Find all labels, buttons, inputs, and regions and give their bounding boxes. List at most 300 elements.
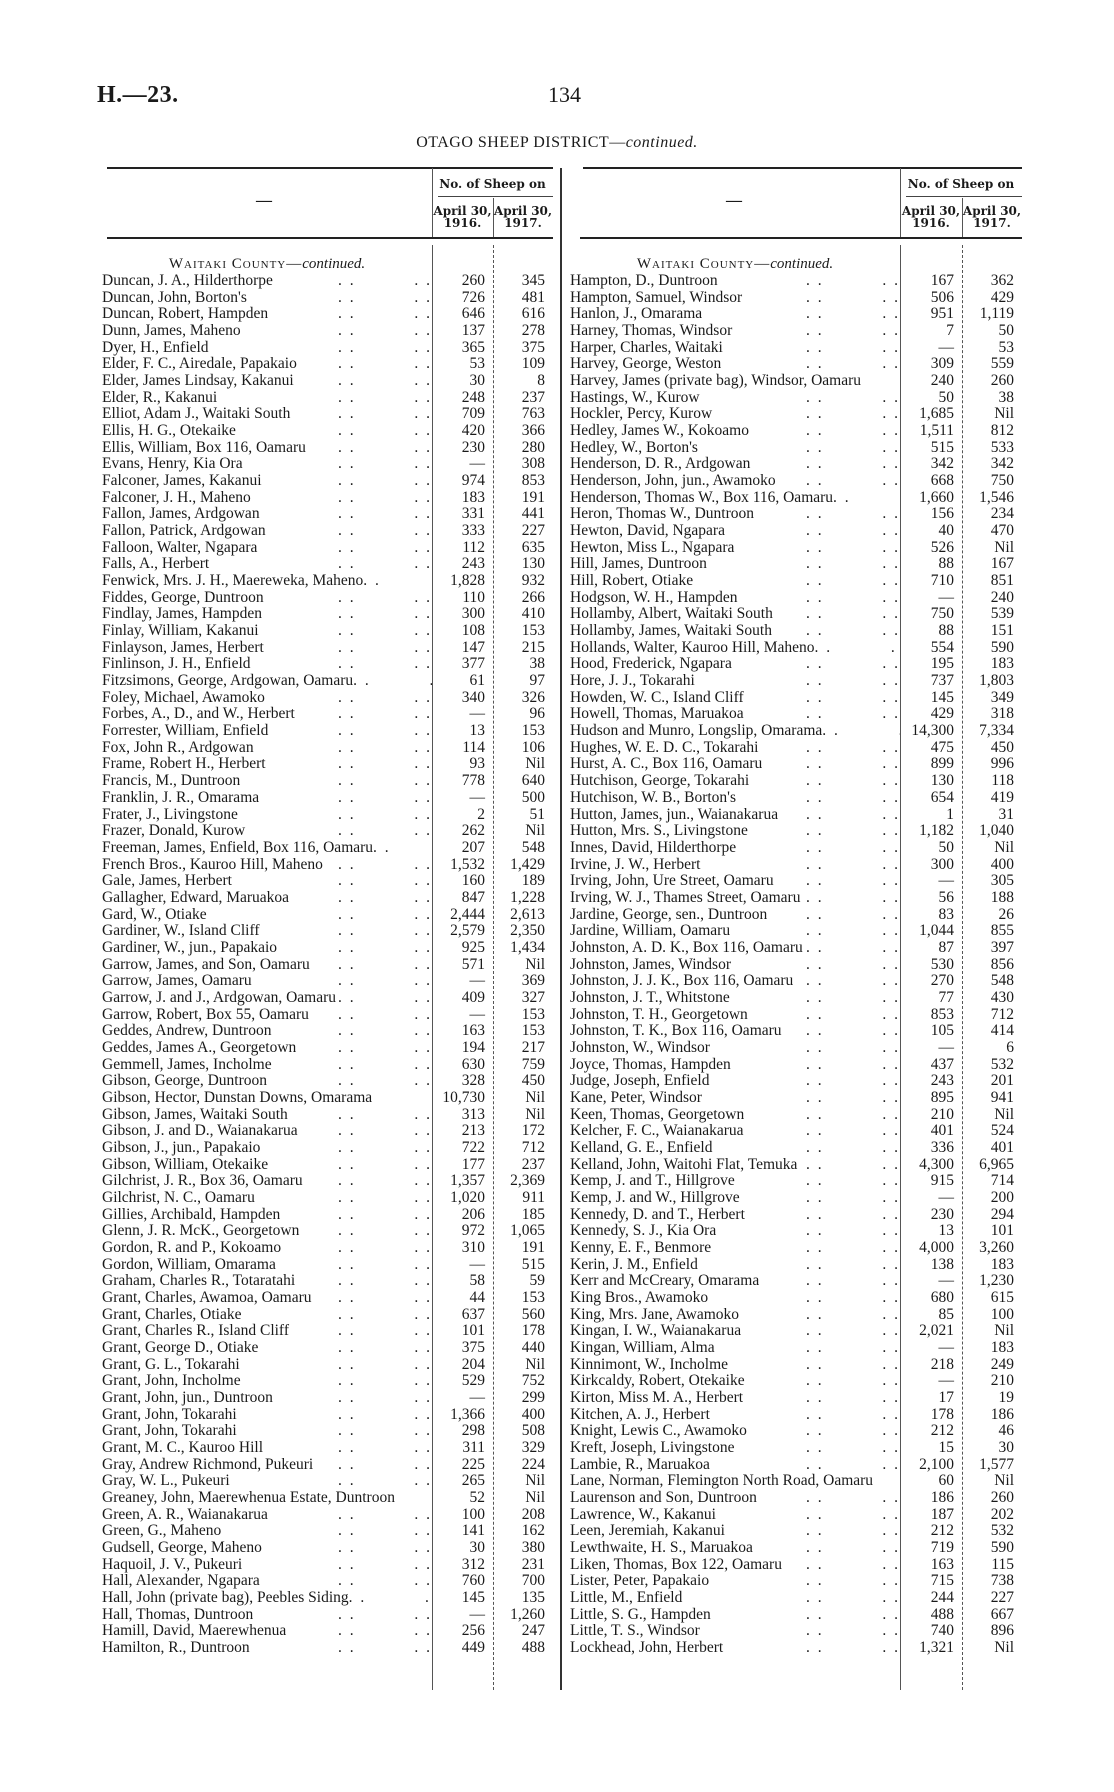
owner-name: Grant, John, Tokarahi <box>102 1406 237 1423</box>
left-top-rule <box>107 167 553 169</box>
table-row <box>102 423 553 440</box>
sheep-1916: 93 <box>469 755 485 773</box>
owner-cell <box>570 1273 900 1290</box>
table-row <box>102 573 553 590</box>
owner-cell <box>570 1090 900 1107</box>
owner-name: Gillies, Archibald, Hampden <box>102 1206 281 1223</box>
table-row <box>102 1123 553 1140</box>
dot-leader <box>793 973 900 990</box>
owner-cell <box>102 573 432 590</box>
owner-name: Gibson, James, Waitaki South <box>102 1106 288 1123</box>
owner-cell <box>570 1190 900 1207</box>
sheep-1916: 101 <box>461 1322 485 1340</box>
sheep-1917: 2,369 <box>510 1172 545 1190</box>
dot-leader <box>236 423 432 440</box>
dot-leader <box>295 706 432 723</box>
owner-name: French Bros., Kauroo Hill, Maheno <box>102 856 323 873</box>
owner-cell <box>102 673 432 690</box>
sheep-1917: 224 <box>521 1455 545 1473</box>
col-1916-line2: 1916. <box>443 216 482 230</box>
owner-cell <box>570 1457 900 1474</box>
table-row <box>102 756 553 773</box>
table-row <box>102 1473 553 1490</box>
owner-name: Hood, Frederick, Ngapara <box>570 656 732 673</box>
owner-cell <box>570 1440 900 1457</box>
owner-cell <box>102 1040 432 1057</box>
dot-leader <box>757 1490 900 1507</box>
owner-cell <box>570 840 900 857</box>
dot-leader <box>263 1440 432 1457</box>
sheep-1917: 227 <box>990 1589 1014 1607</box>
sheep-1917: 532 <box>990 1522 1014 1540</box>
owner-name: Green, G., Maheno <box>102 1523 222 1540</box>
owner-name: King Bros., Awamoko <box>570 1289 709 1306</box>
owner-cell <box>570 1173 900 1190</box>
sheep-1916: 726 <box>461 288 485 306</box>
sheep-1916: — <box>938 1272 954 1290</box>
sheep-1916: 7 <box>946 322 954 340</box>
owner-cell <box>570 306 900 323</box>
dot-leader <box>744 1123 901 1140</box>
owner-name: Findlay, James, Hampden <box>102 606 262 623</box>
owner-cell <box>570 706 900 723</box>
sheep-1916: 240 <box>930 372 954 390</box>
dot-leader <box>767 907 900 924</box>
table-row <box>570 706 1022 723</box>
table-row <box>102 1357 553 1374</box>
sheep-1916: 530 <box>930 955 954 973</box>
owner-cell <box>570 323 900 340</box>
table-row <box>102 740 553 757</box>
dot-leader <box>737 590 900 607</box>
dot-leader <box>748 1007 900 1024</box>
owner-cell <box>102 356 432 373</box>
owner-name: Garrow, Robert, Box 55, Oamaru <box>102 1006 309 1023</box>
table-row <box>570 623 1022 640</box>
sheep-1917: 342 <box>990 455 1014 473</box>
sheep-1916: 138 <box>930 1255 954 1273</box>
owner-name: Graham, Charles R., Totaratahi <box>102 1273 296 1290</box>
sheep-1916: 1,321 <box>919 1639 954 1657</box>
sheep-1916: 187 <box>930 1505 954 1523</box>
owner-name: Hurst, A. C., Box 116, Oamaru <box>570 756 763 773</box>
sheep-1917: 1,228 <box>510 888 545 906</box>
table-row <box>102 1523 553 1540</box>
sheep-1916: 40 <box>938 522 954 540</box>
sheep-1917: 410 <box>521 605 545 623</box>
owner-name: Harper, Charles, Waitaki <box>570 339 723 356</box>
right-col-1916-header <box>900 205 962 229</box>
owner-cell <box>570 1123 900 1140</box>
sheep-1917: 215 <box>521 638 545 656</box>
sheep-1917: 500 <box>521 788 545 806</box>
dot-leader <box>734 540 900 557</box>
right-name-column-header: — <box>726 192 742 209</box>
sheep-1917: Nil <box>525 755 545 773</box>
dot-leader <box>736 840 900 857</box>
sheep-1917: 508 <box>521 1422 545 1440</box>
sheep-1917: 397 <box>990 938 1014 956</box>
dot-leader <box>800 890 900 907</box>
owner-name: Fitzsimons, George, Ardgowan, Oamaru <box>102 673 354 690</box>
dot-leader <box>259 623 432 640</box>
sheep-1916: 972 <box>461 1222 485 1240</box>
owner-name: Johnston, T. H., Georgetown <box>570 1006 748 1023</box>
dot-leader <box>251 490 432 507</box>
owner-name: Elder, R., Kakanui <box>102 389 218 406</box>
title-main: OTAGO SHEEP DISTRICT— <box>416 134 626 151</box>
dot-leader <box>778 807 900 824</box>
owner-cell <box>570 1290 900 1307</box>
owner-cell <box>102 390 432 407</box>
owner-cell <box>102 1090 432 1107</box>
owner-name: Howell, Thomas, Maruakoa <box>570 706 744 723</box>
table-row <box>570 1007 1022 1024</box>
dot-leader <box>732 656 900 673</box>
sheep-1917: 560 <box>521 1305 545 1323</box>
sheep-1916: 310 <box>461 1238 485 1256</box>
dot-leader <box>268 306 432 323</box>
sheep-1916: — <box>469 1389 485 1407</box>
table-row <box>102 973 553 990</box>
owner-cell <box>102 1373 432 1390</box>
owner-name: Kirkcaldy, Robert, Otekaike <box>570 1373 745 1390</box>
table-row <box>570 907 1022 924</box>
dot-leader <box>280 1207 432 1224</box>
sheep-1917: 191 <box>521 1238 545 1256</box>
owner-cell <box>570 1640 900 1657</box>
table-row <box>102 673 553 690</box>
sheep-1916: — <box>938 1372 954 1390</box>
sheep-1916: 213 <box>461 1122 485 1140</box>
owner-name: Dunn, James, Maheno <box>102 323 241 340</box>
page-number: 134 <box>548 82 581 107</box>
owner-name: Kane, Peter, Windsor <box>570 1089 702 1106</box>
owner-cell <box>570 890 900 907</box>
sheep-1916: 77 <box>938 988 954 1006</box>
table-row <box>102 1090 553 1107</box>
sheep-1916: 328 <box>461 1072 485 1090</box>
sheep-1916: — <box>469 972 485 990</box>
owner-name: Grant, George D., Otiake <box>102 1340 259 1356</box>
owner-cell <box>570 1557 900 1574</box>
sheep-1917: 1,546 <box>979 488 1014 506</box>
sheep-1916: 44 <box>469 1288 485 1306</box>
sheep-1916: 1,366 <box>450 1405 485 1423</box>
sheep-1917: 752 <box>521 1372 545 1390</box>
owner-name: Haquoil, J. V., Pukeuri <box>102 1556 243 1573</box>
left-sheep-table <box>102 273 553 1657</box>
sheep-1916: 2,444 <box>450 905 485 923</box>
sheep-1917: 1,230 <box>979 1272 1014 1290</box>
dot-leader <box>262 606 432 623</box>
sheep-1916: 53 <box>469 355 485 373</box>
dot-leader <box>237 1407 432 1424</box>
sheep-1916: 15 <box>938 1439 954 1457</box>
owner-cell <box>570 773 900 790</box>
sheep-1917: 532 <box>990 1055 1014 1073</box>
sheep-1916: — <box>938 872 954 890</box>
table-row <box>570 1107 1022 1124</box>
owner-cell <box>102 556 432 573</box>
sheep-1917: 106 <box>521 738 545 756</box>
owner-name: Hore, J. J., Tokarahi <box>570 673 695 690</box>
owner-name: Gordon, William, Omarama <box>102 1256 276 1273</box>
table-row <box>102 1290 553 1307</box>
owner-name: Irving, John, Ure Street, Oamaru <box>570 873 774 890</box>
owner-cell <box>570 1107 900 1124</box>
owner-cell <box>570 456 900 473</box>
owner-cell <box>102 1457 432 1474</box>
owner-cell <box>570 1323 900 1340</box>
sheep-1917: 932 <box>521 572 545 590</box>
dot-leader <box>745 1373 900 1390</box>
owner-cell <box>570 540 900 557</box>
sheep-1917: 419 <box>990 788 1014 806</box>
dot-leader <box>281 1240 432 1257</box>
sheep-1916: 141 <box>461 1522 485 1540</box>
owner-cell <box>102 1390 432 1407</box>
table-row <box>102 440 553 457</box>
owner-cell <box>102 823 432 840</box>
table-row <box>102 1173 553 1190</box>
sheep-1917: 6 <box>1006 1038 1014 1056</box>
owner-name: Ellis, William, Box 116, Oamaru <box>102 439 306 456</box>
table-row <box>102 1390 553 1407</box>
table-row <box>570 990 1022 1007</box>
table-row <box>570 1407 1022 1424</box>
owner-name: Grant, Charles, Otiake <box>102 1306 242 1323</box>
owner-name: Irvine, J. W., Herbert <box>570 856 701 873</box>
left-col-1916-header <box>432 205 493 229</box>
sheep-1917: 441 <box>521 505 545 523</box>
table-row <box>570 1457 1022 1474</box>
sheep-1917: 712 <box>990 1005 1014 1023</box>
sheep-1916: 300 <box>930 855 954 873</box>
sheep-1917: 38 <box>998 388 1014 406</box>
owner-cell <box>570 1407 900 1424</box>
owner-name: Fiddes, George, Duntroon <box>102 589 264 606</box>
table-row <box>102 1040 553 1057</box>
owner-name: Hewton, Miss L., Ngapara <box>570 539 735 556</box>
sheep-1917: 429 <box>990 288 1014 306</box>
sheep-1916: 130 <box>930 772 954 790</box>
table-row <box>102 923 553 940</box>
owner-name: Falconer, James, Kakanui <box>102 473 262 490</box>
sheep-1917: 3,260 <box>979 1238 1014 1256</box>
owner-cell <box>570 1423 900 1440</box>
sheep-1917: Nil <box>994 1105 1014 1123</box>
sheep-1917: 635 <box>521 538 545 556</box>
table-row <box>570 1373 1022 1390</box>
sheep-1916: 342 <box>930 455 954 473</box>
table-row <box>102 556 553 573</box>
dot-leader <box>710 1040 900 1057</box>
table-row <box>102 1507 553 1524</box>
owner-name: Gallagher, Edward, Maruakoa <box>102 889 290 906</box>
sheep-1916: 488 <box>930 1605 954 1623</box>
owner-name: Frater, J., Livingstone <box>102 806 238 823</box>
owner-name: Lane, Norman, Flemington North Road, Oamaru <box>570 1473 874 1490</box>
owner-cell <box>102 1490 432 1507</box>
owner-name: Liken, Thomas, Box 122, Oamaru <box>570 1556 782 1573</box>
sheep-1916: 61 <box>469 672 485 690</box>
sheep-1917: 318 <box>990 705 1014 723</box>
table-row <box>102 1323 553 1340</box>
owner-name: Harney, Thomas, Windsor <box>570 323 733 340</box>
owner-name: Elder, James Lindsay, Kakanui <box>102 373 294 390</box>
table-row <box>102 1273 553 1290</box>
dot-leader <box>312 1290 433 1307</box>
sheep-1917: Nil <box>525 1472 545 1490</box>
owner-cell <box>102 1440 432 1457</box>
sheep-1916: 177 <box>461 1155 485 1173</box>
left-group-header: No. of Sheep on <box>439 177 546 191</box>
table-row <box>570 306 1022 323</box>
table-row <box>102 873 553 890</box>
owner-cell <box>570 740 900 757</box>
owner-name: Gibson, George, Duntroon <box>102 1073 268 1090</box>
owner-cell <box>102 373 432 390</box>
owner-name: Lambie, R., Maruakoa <box>570 1456 710 1473</box>
owner-cell <box>570 1140 900 1157</box>
sheep-1917: 51 <box>529 805 545 823</box>
owner-name: Duncan, J. A., Hilderthorpe <box>102 273 273 289</box>
owner-name: Duncan, John, Borton's <box>102 289 247 306</box>
table-row <box>570 1623 1022 1640</box>
sheep-1917: Nil <box>994 1472 1014 1490</box>
table-row <box>570 1207 1022 1224</box>
sheep-1917: 185 <box>521 1205 545 1223</box>
sheep-1917: 227 <box>521 522 545 540</box>
table-row <box>102 1107 553 1124</box>
dot-leader <box>306 440 432 457</box>
sheep-1917: 1,260 <box>510 1605 545 1623</box>
owner-name: Grant, John, Incholme <box>102 1373 241 1390</box>
sheep-1917: Nil <box>994 405 1014 423</box>
owner-name: Geddes, James A., Georgetown <box>102 1039 297 1056</box>
table-row <box>570 973 1022 990</box>
table-row <box>102 1540 553 1557</box>
dot-leader <box>250 1640 432 1657</box>
col-1916-line1: April 30, <box>901 204 961 218</box>
sheep-1917: 2,613 <box>510 905 545 923</box>
dot-leader <box>739 1307 900 1324</box>
dot-leader <box>209 340 432 357</box>
sheep-1916: 230 <box>930 1205 954 1223</box>
owner-name: Falloon, Walter, Ngapara <box>102 539 258 556</box>
sheep-1917: 191 <box>521 488 545 506</box>
owner-name: Grant, John, jun., Duntroon <box>102 1390 273 1407</box>
owner-cell <box>102 606 432 623</box>
owner-name: Gemmell, James, Incholme <box>102 1056 272 1073</box>
sheep-1917: 100 <box>990 1305 1014 1323</box>
owner-cell <box>570 506 900 523</box>
sheep-1916: 52 <box>469 1489 485 1507</box>
sheep-1916: 336 <box>930 1138 954 1156</box>
table-row <box>570 1423 1022 1440</box>
owner-cell <box>102 1507 432 1524</box>
sheep-1916: 1,660 <box>919 488 954 506</box>
owner-cell <box>570 573 900 590</box>
table-row <box>570 723 1022 740</box>
page-title <box>0 134 1114 152</box>
owner-cell <box>102 440 432 457</box>
sheep-1917: 548 <box>990 972 1014 990</box>
sheep-1916: 309 <box>930 355 954 373</box>
owner-cell <box>102 1340 432 1357</box>
sheep-1916: 87 <box>938 938 954 956</box>
dot-leader <box>243 456 432 473</box>
dot-leader <box>241 1373 432 1390</box>
sheep-1917: Nil <box>525 1489 545 1507</box>
owner-cell <box>570 1307 900 1324</box>
table-row <box>102 1140 553 1157</box>
dot-leader <box>252 973 432 990</box>
sheep-1916: — <box>938 338 954 356</box>
owner-cell <box>570 940 900 957</box>
table-row <box>570 1040 1022 1057</box>
sheep-1917: 380 <box>521 1539 545 1557</box>
owner-name: Grant, John, Tokarahi <box>102 1423 237 1440</box>
table-row <box>102 540 553 557</box>
sheep-1917: 260 <box>990 372 1014 390</box>
owner-cell <box>570 923 900 940</box>
sheep-1917: 97 <box>529 672 545 690</box>
table-row <box>570 756 1022 773</box>
owner-cell <box>570 273 900 290</box>
sheep-1917: 38 <box>529 655 545 673</box>
right-group-rule <box>906 196 1022 197</box>
dot-leader <box>260 923 432 940</box>
owner-name: Johnston, T. K., Box 116, Oamaru <box>570 1023 782 1040</box>
dot-leader <box>731 1057 900 1074</box>
dot-leader <box>773 606 900 623</box>
owner-name: Hockler, Percy, Kurow <box>570 406 713 423</box>
sheep-1916: 449 <box>461 1639 485 1657</box>
sheep-1917: 400 <box>521 1405 545 1423</box>
owner-cell <box>570 1523 900 1540</box>
sheep-1917: Nil <box>525 822 545 840</box>
table-row <box>570 340 1022 357</box>
col-1916-line1: April 30, <box>433 204 492 218</box>
sheep-1917: 855 <box>990 922 1014 940</box>
dot-leader <box>718 273 900 290</box>
owner-name: Harvey, James (private bag), Windsor, Oamaru <box>570 373 862 390</box>
dot-leader <box>736 790 900 807</box>
owner-name: Judge, Joseph, Enfield <box>570 1073 710 1090</box>
dot-leader <box>782 1557 900 1574</box>
owner-cell <box>570 1540 900 1557</box>
sheep-1916: 204 <box>461 1355 485 1373</box>
sheep-1917: 153 <box>521 1005 545 1023</box>
sheep-1917: 941 <box>990 1088 1014 1106</box>
owner-name: Kerr and McCreary, Omarama <box>570 1273 760 1290</box>
sheep-1917: Nil <box>525 1088 545 1106</box>
sheep-1917: 430 <box>990 988 1014 1006</box>
table-row <box>570 1340 1022 1357</box>
sheep-1916: 312 <box>461 1555 485 1573</box>
owner-name: Hall, Thomas, Duntroon <box>102 1606 254 1623</box>
dot-leader <box>207 907 432 924</box>
left-group-rule <box>438 196 553 197</box>
owner-name: Howden, W. C., Island Cliff <box>570 689 744 706</box>
sheep-1917: 305 <box>990 872 1014 890</box>
sheep-1916: 333 <box>461 522 485 540</box>
sheep-1917: 162 <box>521 1522 545 1540</box>
owner-cell <box>102 706 432 723</box>
sheep-1917: 615 <box>990 1288 1014 1306</box>
